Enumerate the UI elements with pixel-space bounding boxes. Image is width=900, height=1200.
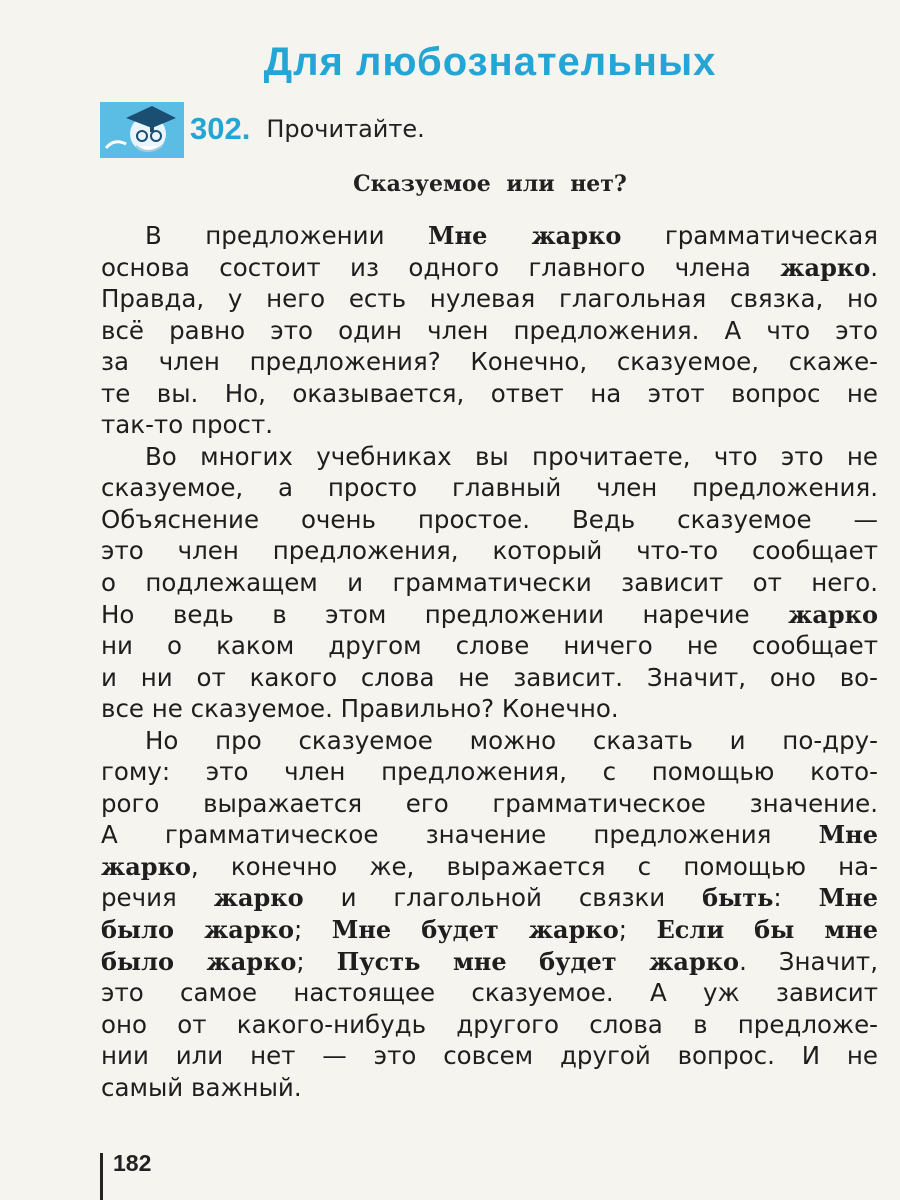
text-line: [101, 662, 878, 694]
professor-mascot-icon: [100, 98, 184, 160]
text-run: гому: это член предложения, с помощью кото-: [101, 757, 878, 787]
task-number: 302.: [190, 111, 251, 146]
text-run: всё равно это один член предложения. А что это: [101, 315, 878, 345]
text-line: [101, 346, 878, 378]
text-run: Объяснение очень простое. Ведь сказуемое —: [101, 504, 878, 534]
text-run: . Значит,: [739, 946, 878, 976]
text-line: [101, 504, 878, 536]
text-run: Во многих учебниках вы прочитаете, что это не: [145, 441, 878, 471]
text-run: самый важный.: [101, 1072, 302, 1102]
text-run: о подлежащем и грамматически зависит от него.: [101, 568, 878, 598]
text-run: сказуемое, а просто главный член предложения.: [101, 473, 878, 503]
text-line: [101, 315, 878, 347]
text-run: грамматическая: [621, 221, 879, 250]
text-line: [101, 788, 878, 820]
text-run: ;: [618, 915, 657, 945]
text-run: ;: [293, 915, 332, 945]
text-run: , конечно же, выражается с помощью на-: [190, 851, 878, 881]
text-run: за член предложения? Конечно, сказуемое, скаже-: [101, 347, 878, 377]
text-run: :: [773, 883, 819, 913]
text-line: [101, 472, 878, 504]
text-line: [101, 630, 878, 662]
text-line: [101, 693, 878, 725]
text-run: основа состоит из одного главного члена: [101, 252, 781, 282]
bold-example: жарко: [788, 599, 878, 629]
bold-example: Если бы мне: [656, 915, 879, 945]
text-run: рого выражается его грамматическое значение.: [101, 788, 878, 818]
text-run: А грамматическое значение предложения: [101, 820, 819, 850]
text-line: [101, 441, 878, 473]
text-run: Но ведь в этом предложении наречие: [101, 599, 789, 629]
text-line: [101, 409, 878, 441]
text-line: [101, 914, 878, 946]
text-line: [101, 756, 878, 788]
text-line: [101, 535, 878, 567]
text-run: это самое настоящее сказуемое. А уж зависит: [101, 978, 878, 1008]
text-line: [101, 283, 878, 315]
text-run: так-то прост.: [101, 410, 274, 440]
text-run: ни о каком другом слове ничего не сообщает: [101, 631, 878, 661]
bold-example: Мне: [818, 883, 878, 913]
article-body: [101, 220, 878, 1103]
bold-example: Мне: [818, 820, 878, 850]
bold-example: было жарко: [101, 946, 297, 976]
text-line: [101, 378, 878, 410]
bold-example: жарко: [213, 883, 304, 913]
bold-example: было жарко: [101, 915, 294, 945]
text-line: [101, 1009, 878, 1041]
page-number: 182: [113, 1150, 152, 1176]
text-run: и ни от какого слова не зависит. Значит, оно во-: [101, 662, 878, 692]
text-line: [101, 851, 878, 883]
task-instruction: Прочитайте.: [266, 115, 425, 143]
page-number-bar: [100, 1153, 103, 1200]
bold-example: жарко: [780, 252, 871, 282]
bold-example: быть: [702, 883, 774, 913]
text-run: В предложении: [145, 221, 428, 250]
task-header: [100, 96, 425, 162]
text-run: и глагольной связки: [303, 883, 703, 913]
text-line: [101, 977, 878, 1009]
text-run: Но про сказуемое можно сказать и по-дру-: [145, 725, 878, 755]
text-line: [101, 252, 878, 284]
section-heading: Для любознательных: [263, 40, 717, 84]
text-line: [101, 567, 878, 599]
text-run: ;: [296, 946, 337, 976]
text-run: Правда, у него есть нулевая глагольная связка, но: [101, 284, 878, 314]
text-line: [101, 725, 878, 757]
text-line: [101, 220, 878, 252]
text-line: [101, 819, 878, 851]
text-run: речия: [101, 883, 214, 913]
text-run: все не сказуемое. Правильно? Конечно.: [101, 694, 619, 724]
text-line: [101, 599, 878, 631]
bold-example: Пусть мне будет жарко: [336, 946, 740, 976]
text-run: нии или нет — это совсем другой вопрос. И не: [101, 1041, 878, 1071]
text-run: это член предложения, который что-то сообщает: [101, 536, 878, 566]
text-run: оно от какого-нибудь другого слова в предложе-: [101, 1009, 878, 1039]
text-line: [101, 1072, 878, 1104]
bold-example: жарко: [101, 851, 191, 881]
article-title: Сказуемое или нет?: [353, 171, 627, 197]
text-run: те вы. Но, оказывается, ответ на этот вопрос не: [101, 378, 878, 408]
bold-example: Мне будет жарко: [331, 915, 619, 945]
bold-example: Мне жарко: [428, 221, 622, 250]
text-line: [101, 1040, 878, 1072]
text-run: .: [870, 252, 878, 282]
text-line: [101, 882, 878, 914]
text-line: [101, 946, 878, 978]
